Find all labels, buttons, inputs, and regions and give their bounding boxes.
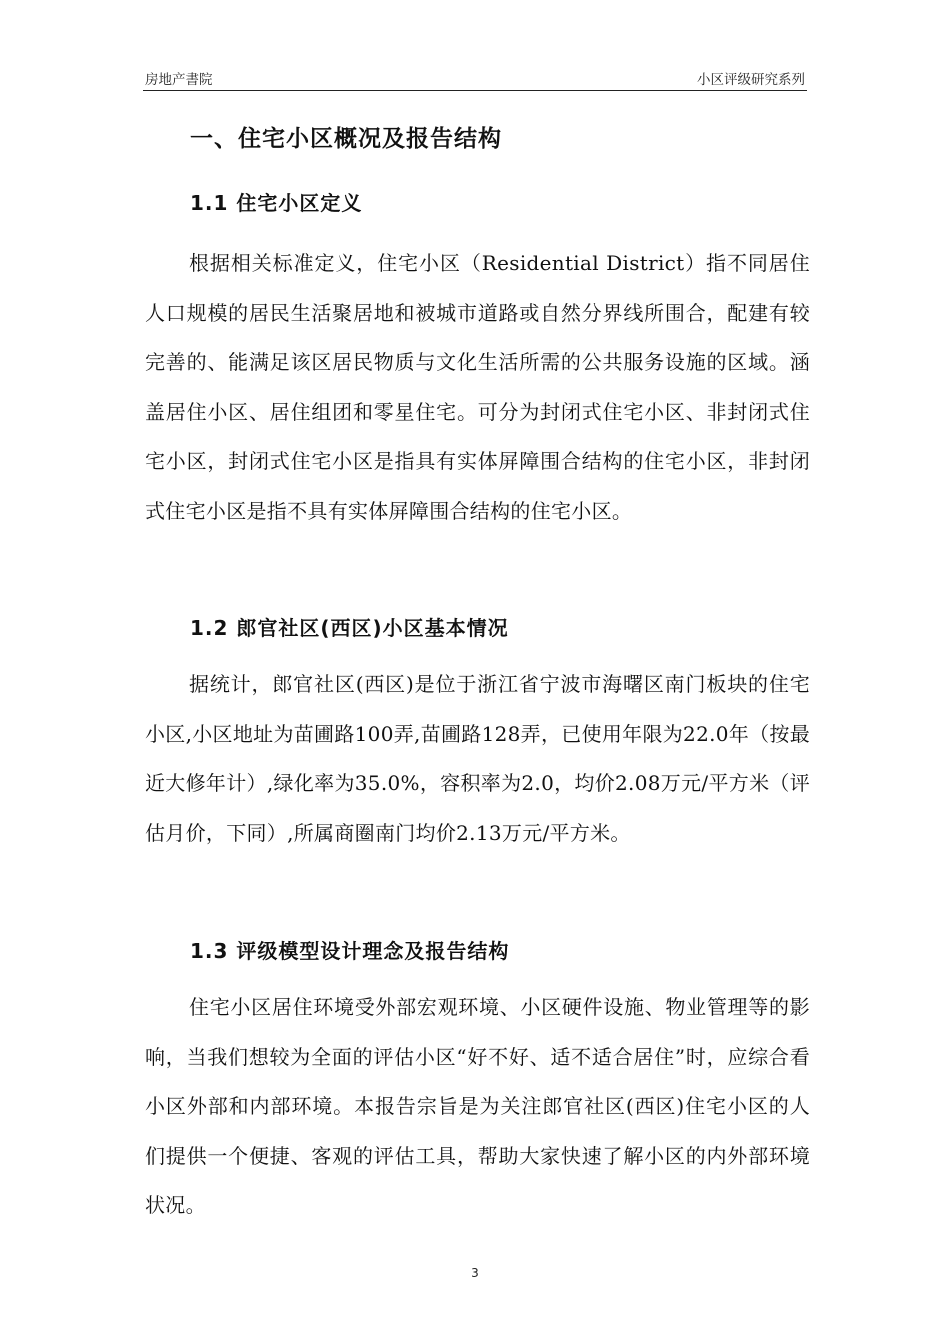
paragraph-basic-info: 据统计，郎官社区(西区)是位于浙江省宁波市海曙区南门板块的住宅小区,小区地址为苗圃路100弄,苗圃路128弄，已使用年限为22.0年（按最近大修年计）,绿化率为35.0%，容积率为2.0，均价2.08万元/平方米（评估月价，下同）,所属商圈南门均价2.13万元/平方米。 xyxy=(145,672,810,845)
paragraph-definition: 根据相关标准定义，住宅小区（Residential District）指不同居住人口规模的居民生活聚居地和被城市道路或自然分界线所围合，配建有较完善的、能满足该区居民物质与文化生活所需的公共服务设施的区域。涵盖居住小区、居住组团和零星住宅。可分为封闭式住宅小区、非封闭式住宅小区，封闭式住宅小区是指具有实体屏障围合结构的住宅小区，非封闭式住宅小区是指不具有实体屏障围合结构的住宅小区。 xyxy=(145,251,810,523)
subsection-title-1-3: 1.3 评级模型设计理念及报告结构 xyxy=(190,939,510,963)
header-series-title: 小区评级研究系列 xyxy=(697,72,805,88)
paragraph-model-design: 住宅小区居住环境受外部宏观环境、小区硬件设施、物业管理等的影响，当我们想较为全面的评估小区“好不好、适不适合居住”时，应综合看小区外部和内部环境。本报告宗旨是为关注郎官社区(西区)住宅小区的人们提供一个便捷、客观的评估工具，帮助大家快速了解小区的内外部环境状况。 xyxy=(145,995,810,1217)
subsection-title-1-2: 1.2 郎官社区(西区)小区基本情况 xyxy=(190,616,509,640)
subsection-title-1-1: 1.1 住宅小区定义 xyxy=(190,191,363,215)
header-publisher: 房地产書院 xyxy=(145,72,213,88)
page-header xyxy=(143,64,807,91)
section-title: 一、住宅小区概况及报告结构 xyxy=(190,126,502,152)
page-number: 3 xyxy=(471,1266,479,1280)
